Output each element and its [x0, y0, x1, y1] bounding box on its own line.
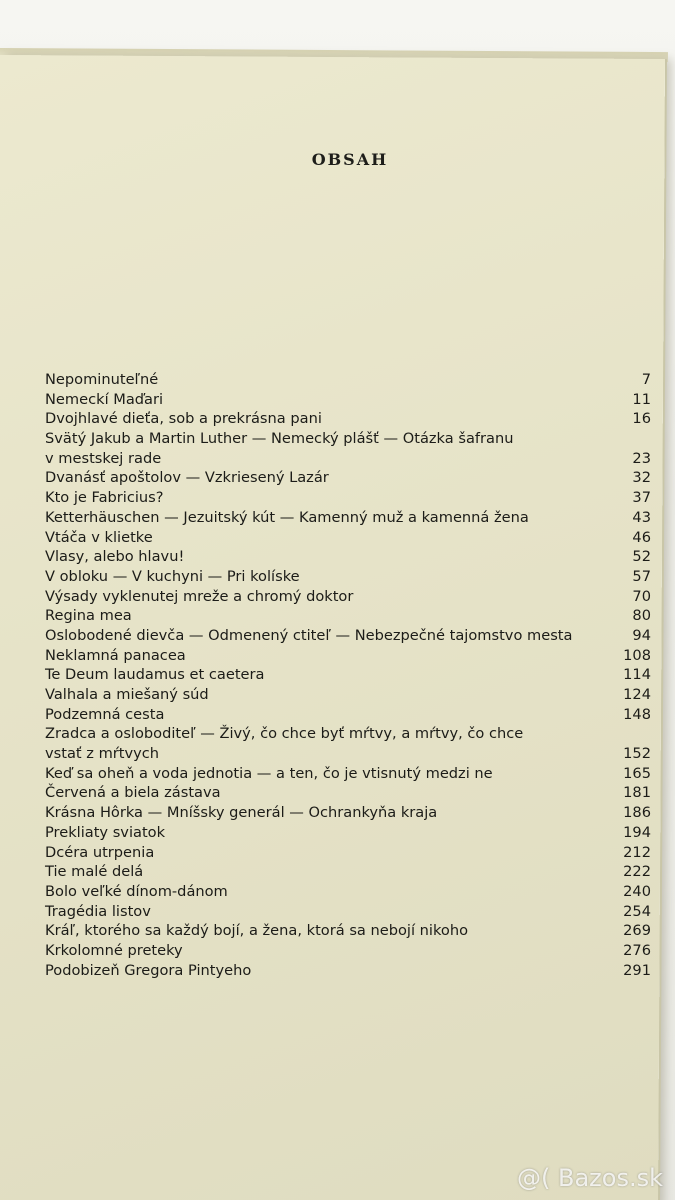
- toc-entry-page: 194: [623, 823, 651, 841]
- toc-entry: [45, 685, 651, 705]
- toc-entry-title: Kráľ, ktorého sa každý bojí, a žena, ktorá sa nebojí nikoho: [45, 922, 469, 940]
- toc-entry-page: 57: [632, 567, 651, 585]
- toc-entry-page: 7: [641, 371, 651, 388]
- toc-entry-title: Tragédia listov: [45, 902, 151, 920]
- toc-entry-page: 108: [623, 646, 651, 664]
- toc-entry: [45, 508, 651, 528]
- toc-entry-title: Bolo veľké dínom-dánom: [45, 882, 228, 900]
- toc-entry-page: 269: [623, 922, 651, 940]
- toc-entry-title: Prekliaty sviatok: [45, 823, 166, 841]
- toc-entry: [45, 764, 651, 784]
- toc-entry-page: 46: [632, 528, 651, 546]
- toc-entry-title: Oslobodené dievča — Odmenený ctiteľ — Nebezpečné tajomstvo mesta: [45, 626, 573, 644]
- toc-entry: [45, 783, 651, 803]
- toc-entry: [45, 902, 651, 922]
- toc-entry-title: Tie malé delá: [45, 863, 144, 881]
- toc-entry: [45, 567, 651, 587]
- toc-entry-page: 37: [632, 489, 651, 507]
- toc-entry-page: 32: [632, 469, 651, 487]
- toc-entry: [45, 468, 651, 488]
- toc-entry: [45, 646, 651, 666]
- toc-entry-page: 70: [632, 587, 651, 605]
- toc-entry-page: 165: [623, 764, 651, 782]
- toc-entry-page: 152: [623, 745, 651, 763]
- toc-entry-title: Červená a biela zástava: [45, 784, 221, 802]
- toc-entry: [45, 626, 651, 646]
- toc-entry-title: V obloku — V kuchyni — Pri kolíske: [45, 567, 300, 585]
- toc-entry-title: Krkolomné preteky: [45, 941, 183, 959]
- toc-entry-title: Zradca a osloboditeľ — Živý, čo chce byť mŕtvy, a mŕtvy, čo chce: [45, 725, 524, 743]
- toc-entry-title: Výsady vyklenutej mreže a chromý doktor: [45, 587, 354, 605]
- toc-entry: [45, 961, 651, 981]
- toc-entry-page: 276: [623, 941, 651, 959]
- toc-entry-page: 23: [632, 449, 651, 467]
- toc-entry: [45, 823, 651, 843]
- site-watermark: @( Bazos.sk: [517, 1164, 663, 1192]
- toc-entry-title: Neklamná panacea: [45, 646, 186, 664]
- toc-entry: [45, 862, 651, 882]
- toc-entry: [45, 744, 651, 764]
- toc-entry: [45, 843, 651, 863]
- toc-entry-page: 16: [632, 410, 651, 428]
- table-of-contents: [45, 370, 651, 980]
- toc-entry: [45, 724, 651, 744]
- toc-entry: [45, 606, 651, 626]
- toc-entry-title: Krásna Hôrka — Mníšsky generál — Ochrankyňa kraja: [45, 804, 438, 822]
- toc-entry-page: 80: [632, 607, 651, 625]
- toc-entry: [45, 449, 651, 469]
- toc-entry-page: 181: [623, 784, 651, 802]
- toc-entry: [45, 488, 651, 508]
- toc-entry-page: 124: [623, 686, 651, 703]
- toc-entry-title: Ketterhäuschen — Jezuitský kút — Kamenný muž a kamenná žena: [45, 508, 529, 526]
- toc-entry-title: Podobizeň Gregora Pintyeho: [45, 961, 252, 979]
- toc-entry: [45, 882, 651, 902]
- toc-entry-title: Dcéra utrpenia: [45, 843, 155, 861]
- toc-entry-page: 212: [623, 843, 651, 861]
- toc-entry-title: Svätý Jakub a Martin Luther — Nemecký plášť — Otázka šafranu: [45, 430, 514, 448]
- toc-entry-page: 240: [623, 882, 651, 900]
- toc-entry-title: Valhala a miešaný súd: [45, 686, 209, 703]
- toc-entry: [45, 390, 651, 410]
- toc-entry-page: 148: [623, 705, 651, 723]
- toc-entry-title: Keď sa oheň a voda jednotia — a ten, čo je vtisnutý medzi ne: [45, 764, 493, 782]
- toc-entry: [45, 705, 651, 725]
- toc-entry-page: 114: [623, 666, 651, 684]
- toc-entry-title: Vtáča v klietke: [45, 528, 153, 546]
- toc-entry-page: 186: [623, 804, 651, 822]
- toc-entry-title: Nemeckí Maďari: [45, 390, 164, 408]
- toc-entry-page: 52: [632, 548, 651, 566]
- toc-entry: [45, 429, 651, 449]
- toc-entry: [45, 409, 651, 429]
- toc-entry-title: vstať z mŕtvych: [45, 745, 160, 763]
- toc-entry: [45, 528, 651, 548]
- toc-entry-title: Dvanásť apoštolov — Vzkriesený Lazár: [45, 469, 329, 487]
- toc-entry-page: 94: [632, 626, 651, 644]
- toc-entry: [45, 547, 651, 567]
- toc-entry: [45, 665, 651, 685]
- toc-entry-page: 222: [623, 863, 651, 881]
- toc-entry-title: Vlasy, alebo hlavu!: [45, 548, 185, 566]
- toc-entry: [45, 803, 651, 823]
- toc-entry: [45, 921, 651, 941]
- toc-entry-page: 43: [632, 508, 651, 526]
- toc-entry-title: v mestskej rade: [45, 449, 162, 467]
- toc-entry-page: 291: [623, 961, 651, 979]
- toc-entry-title: Podzemná cesta: [45, 705, 165, 723]
- toc-entry-title: Kto je Fabricius?: [45, 489, 164, 507]
- toc-entry: [45, 370, 651, 390]
- toc-entry-title: Te Deum laudamus et caetera: [45, 666, 265, 684]
- toc-entry-title: Dvojhlavé dieťa, sob a prekrásna pani: [45, 410, 322, 428]
- toc-entry-page: 11: [632, 390, 651, 408]
- toc-entry: [45, 941, 651, 961]
- toc-entry-title: Nepominuteľné: [45, 371, 159, 388]
- toc-entry-title: Regina mea: [45, 607, 132, 625]
- toc-entry-page: 254: [623, 902, 651, 920]
- page-title: OBSAH: [311, 150, 389, 169]
- toc-entry: [45, 587, 651, 607]
